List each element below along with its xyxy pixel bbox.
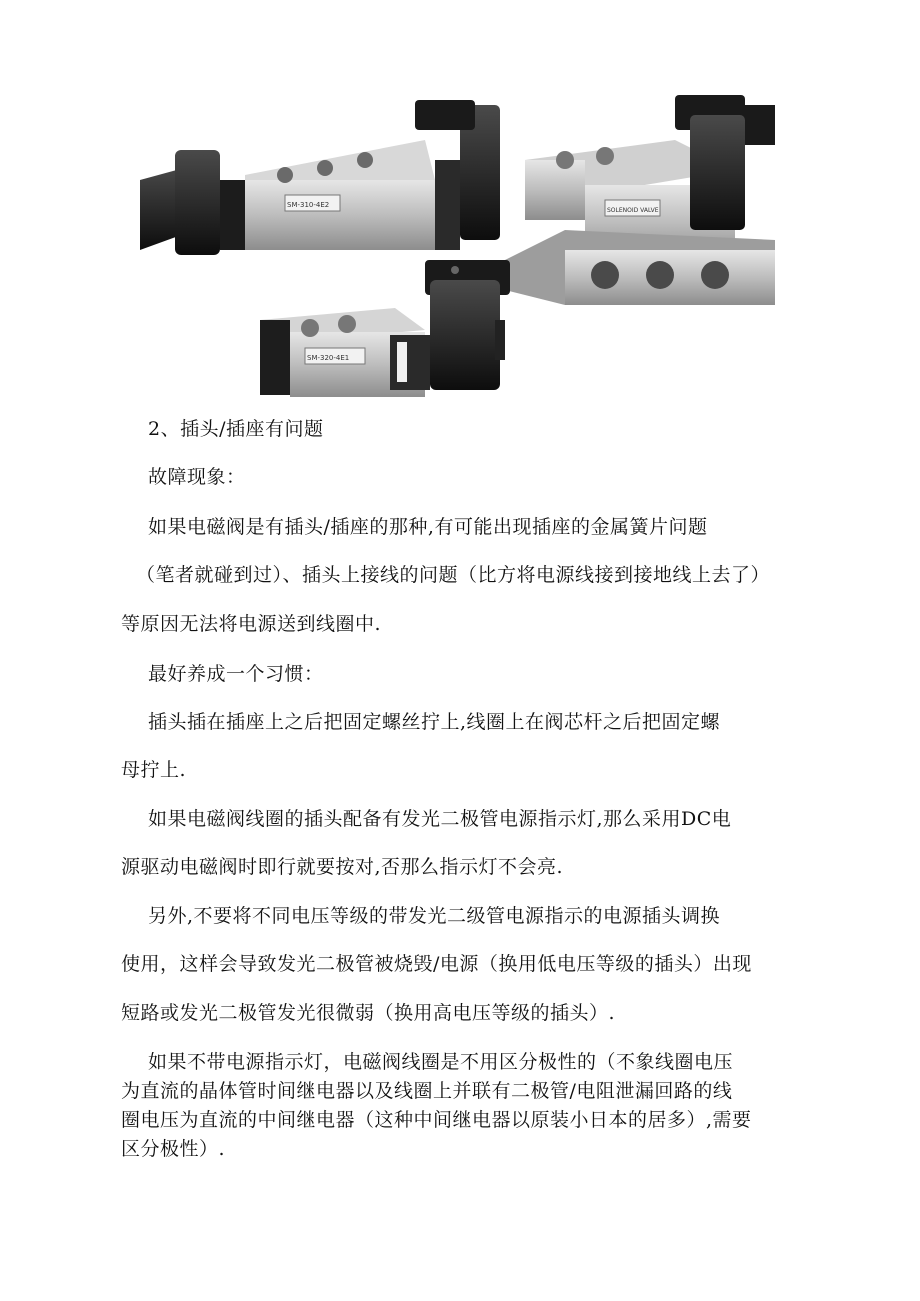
paragraph-3-line-2: 源驱动电磁阀时即行就要按对,否那么指示灯不会亮. xyxy=(121,856,564,878)
paragraph-5-line-3: 圈电压为直流的中间继电器（这种中间继电器以原装小日本的居多）,需要 xyxy=(121,1109,752,1131)
valve-double-solenoid-left xyxy=(140,100,500,255)
paragraph-1-line-2: （笔者就碰到过）、插头上接线的问题（比方将电源线接到接地线上去了） xyxy=(136,564,771,586)
paragraph-4-line-2: 使用，这样会导致发光二极管被烧毁/电源（换用低电压等级的插头）出现 xyxy=(121,953,752,975)
solenoid-valve-illustration xyxy=(135,80,785,400)
valve-manifold-right xyxy=(505,95,775,305)
valve-label-3: SM-320-4E1 xyxy=(307,354,350,362)
paragraph-1-line-3: 等原因无法将电源送到线圈中. xyxy=(121,613,382,635)
valve-label-2: SOLENOID VALVE xyxy=(607,207,659,214)
fault-label: 故障现象： xyxy=(148,466,246,488)
valve-label-1: SM-310-4E2 xyxy=(287,201,330,209)
paragraph-3-line-1: 如果电磁阀线圈的插头配备有发光二极管电源指示灯,那么采用DC电 xyxy=(148,808,732,830)
paragraph-2-line-1: 插头插在插座上之后把固定螺丝拧上,线圈上在阀芯杆之后把固定螺 xyxy=(148,711,721,733)
paragraph-1-line-1: 如果电磁阀是有插头/插座的那种,有可能出现插座的金属簧片问题 xyxy=(148,516,708,538)
section-heading: 2、插头/插座有问题 xyxy=(148,418,324,440)
paragraph-4-line-1: 另外,不要将不同电压等级的带发光二级管电源指示的电源插头调换 xyxy=(148,905,721,927)
valve-single-solenoid-center xyxy=(260,260,510,397)
paragraph-5-line-1: 如果不带电源指示灯，电磁阀线圈是不用区分极性的（不象线圈电压 xyxy=(148,1051,734,1073)
solenoid-valve-photo xyxy=(135,80,785,400)
paragraph-4-line-3: 短路或发光二极管发光很微弱（换用高电压等级的插头）. xyxy=(121,1002,616,1024)
paragraph-5-line-2: 为直流的晶体管时间继电器以及线圈上并联有二极管/电阻泄漏回路的线 xyxy=(121,1080,733,1102)
paragraph-5-line-4: 区分极性）. xyxy=(121,1138,226,1160)
paragraph-2-line-2: 母拧上. xyxy=(121,759,187,781)
habit-label: 最好养成一个习惯： xyxy=(148,663,324,685)
